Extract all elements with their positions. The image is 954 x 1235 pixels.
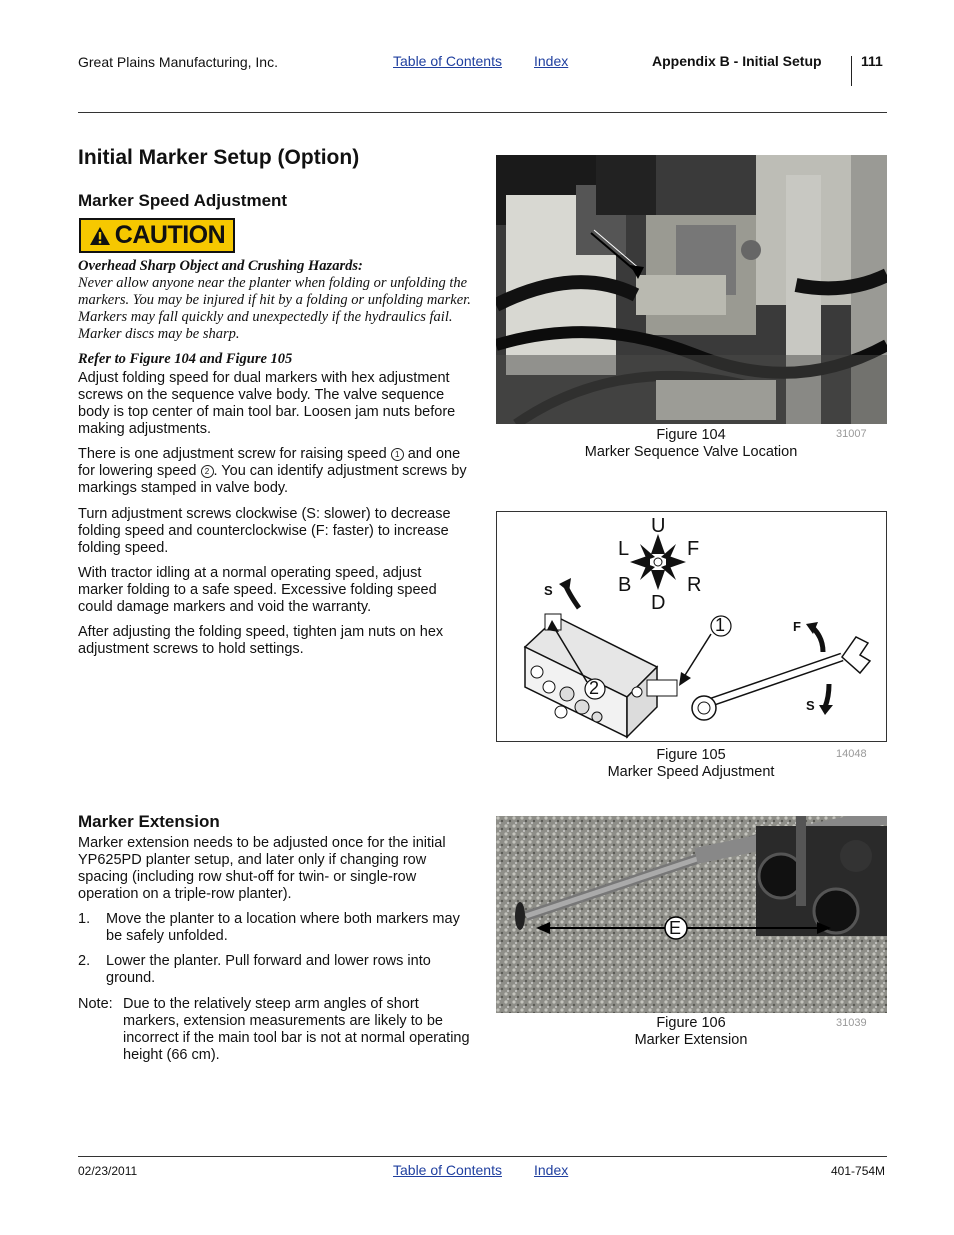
step-number: 2. bbox=[78, 953, 91, 969]
page-title: Initial Marker Setup (Option) bbox=[78, 146, 360, 169]
wrench-icon bbox=[692, 637, 870, 720]
compass-down-label: D bbox=[651, 592, 666, 614]
header-index-link[interactable]: Index bbox=[534, 53, 569, 69]
step-number: 1. bbox=[78, 911, 91, 927]
figure-104-id: 31007 bbox=[836, 428, 867, 440]
paragraph-screws bbox=[78, 446, 470, 497]
step-text: Move the planter to a location where both markers may be safely unfolded. bbox=[106, 911, 460, 944]
fast-label-right: F bbox=[793, 619, 801, 634]
compass-right-label: R bbox=[687, 574, 702, 596]
figure-104-photo bbox=[496, 155, 887, 424]
figure-reference: Refer to Figure 104 and Figure 105 bbox=[78, 351, 293, 367]
caution-text: CAUTION bbox=[114, 221, 226, 249]
compass-up-label: U bbox=[651, 515, 666, 537]
speed-heading: Marker Speed Adjustment bbox=[78, 191, 288, 210]
step-text: Lower the planter. Pull forward and lower rows into ground. bbox=[106, 953, 431, 986]
caution-label bbox=[79, 218, 235, 253]
extension-heading: Marker Extension bbox=[78, 812, 220, 831]
header-toc-link[interactable]: Table of Contents bbox=[393, 53, 502, 69]
compass-left-label: L bbox=[618, 538, 630, 560]
footer-doc-number: 401-754M bbox=[831, 1164, 886, 1178]
figure-106-photo bbox=[496, 816, 887, 1013]
footer-toc-link[interactable]: Table of Contents bbox=[393, 1162, 502, 1178]
figure-105-caption: Marker Speed Adjustment bbox=[607, 764, 775, 780]
warning-body: Never allow anyone near the planter when folding or unfolding the markers. You may be injured if hit by a folding or unfolding marker. Markers may fall quickly and unexpectedly if the hydraulics fail. Marker discs may be sharp. bbox=[78, 275, 471, 342]
compass-front-label: F bbox=[687, 538, 700, 560]
slow-label-right: S bbox=[806, 698, 815, 713]
header-company: Great Plains Manufacturing, Inc. bbox=[78, 54, 278, 70]
footer-date: 02/23/2011 bbox=[78, 1164, 138, 1178]
figure-105-id: 14048 bbox=[836, 748, 867, 760]
header-rule bbox=[78, 112, 887, 113]
figure-106-caption: Marker Extension bbox=[634, 1032, 748, 1048]
figure-104-number: Figure 104 bbox=[656, 427, 726, 443]
footer-rule bbox=[78, 1156, 887, 1157]
paragraph-idling: With tractor idling at a normal operating speed, adjust marker folding to a safe speed. Excessive folding speed could damage markers and void the warranty. bbox=[78, 565, 437, 615]
callout-1-label: 1 bbox=[715, 615, 726, 635]
note-label: Note: bbox=[78, 996, 113, 1012]
compass-icon bbox=[630, 534, 686, 590]
figure-104-caption: Marker Sequence Valve Location bbox=[584, 444, 798, 460]
callout-1-marker: 1 bbox=[391, 448, 404, 461]
text-span: There is one adjustment screw for raising speed bbox=[78, 446, 391, 462]
note-text: Due to the relatively steep arm angles of short markers, extension measurements are likely to be incorrect if the main tool bar is not at normal operating height (66 cm). bbox=[123, 996, 470, 1063]
compass-back-label: B bbox=[618, 574, 632, 596]
marker-extension-illustration bbox=[496, 816, 887, 1013]
figure-105-diagram bbox=[496, 511, 887, 742]
header-divider bbox=[851, 56, 852, 86]
figure-105-number: Figure 105 bbox=[656, 747, 726, 763]
paragraph-turn: Turn adjustment screws clockwise (S: slower) to decrease folding speed and counterclockwise (F: faster) to increase folding speed. bbox=[78, 506, 451, 556]
slow-label-left: S bbox=[544, 583, 553, 598]
paragraph-adjust: Adjust folding speed for dual markers with hex adjustment screws on the sequence valve body. The valve sequence body is top center of main tool bar. Loosen jam nuts before making adjustments. bbox=[78, 370, 456, 437]
footer-index-link[interactable]: Index bbox=[534, 1162, 569, 1178]
valve-photo-illustration bbox=[496, 155, 887, 424]
text-span: and one for lowering speed bbox=[78, 446, 461, 479]
callout-e-label: E bbox=[669, 918, 682, 938]
warning-title: Overhead Sharp Object and Crushing Hazards: bbox=[78, 258, 363, 274]
page-number: 111 bbox=[861, 53, 883, 69]
paragraph-tighten: After adjusting the folding speed, tighten jam nuts on hex adjustment screws to hold settings. bbox=[78, 624, 444, 657]
callout-2-label: 2 bbox=[589, 678, 600, 698]
callout-2-marker: 2 bbox=[201, 465, 214, 478]
figure-106-id: 31039 bbox=[836, 1017, 867, 1029]
warning-triangle-icon bbox=[89, 226, 111, 246]
figure-106-number: Figure 106 bbox=[656, 1015, 726, 1031]
header-section: Appendix B - Initial Setup bbox=[652, 53, 822, 69]
text-span: . You can identify adjustment screws by markings stamped in valve body. bbox=[78, 463, 467, 496]
rotate-arrow-icon bbox=[825, 684, 829, 707]
valve-block-icon bbox=[525, 614, 677, 737]
paragraph-extension: Marker extension needs to be adjusted once for the initial YP625PD planter setup, and later only if changing row spacing (including row shut-off for twin- or single-row operation on a triple-row planter). bbox=[78, 835, 446, 902]
